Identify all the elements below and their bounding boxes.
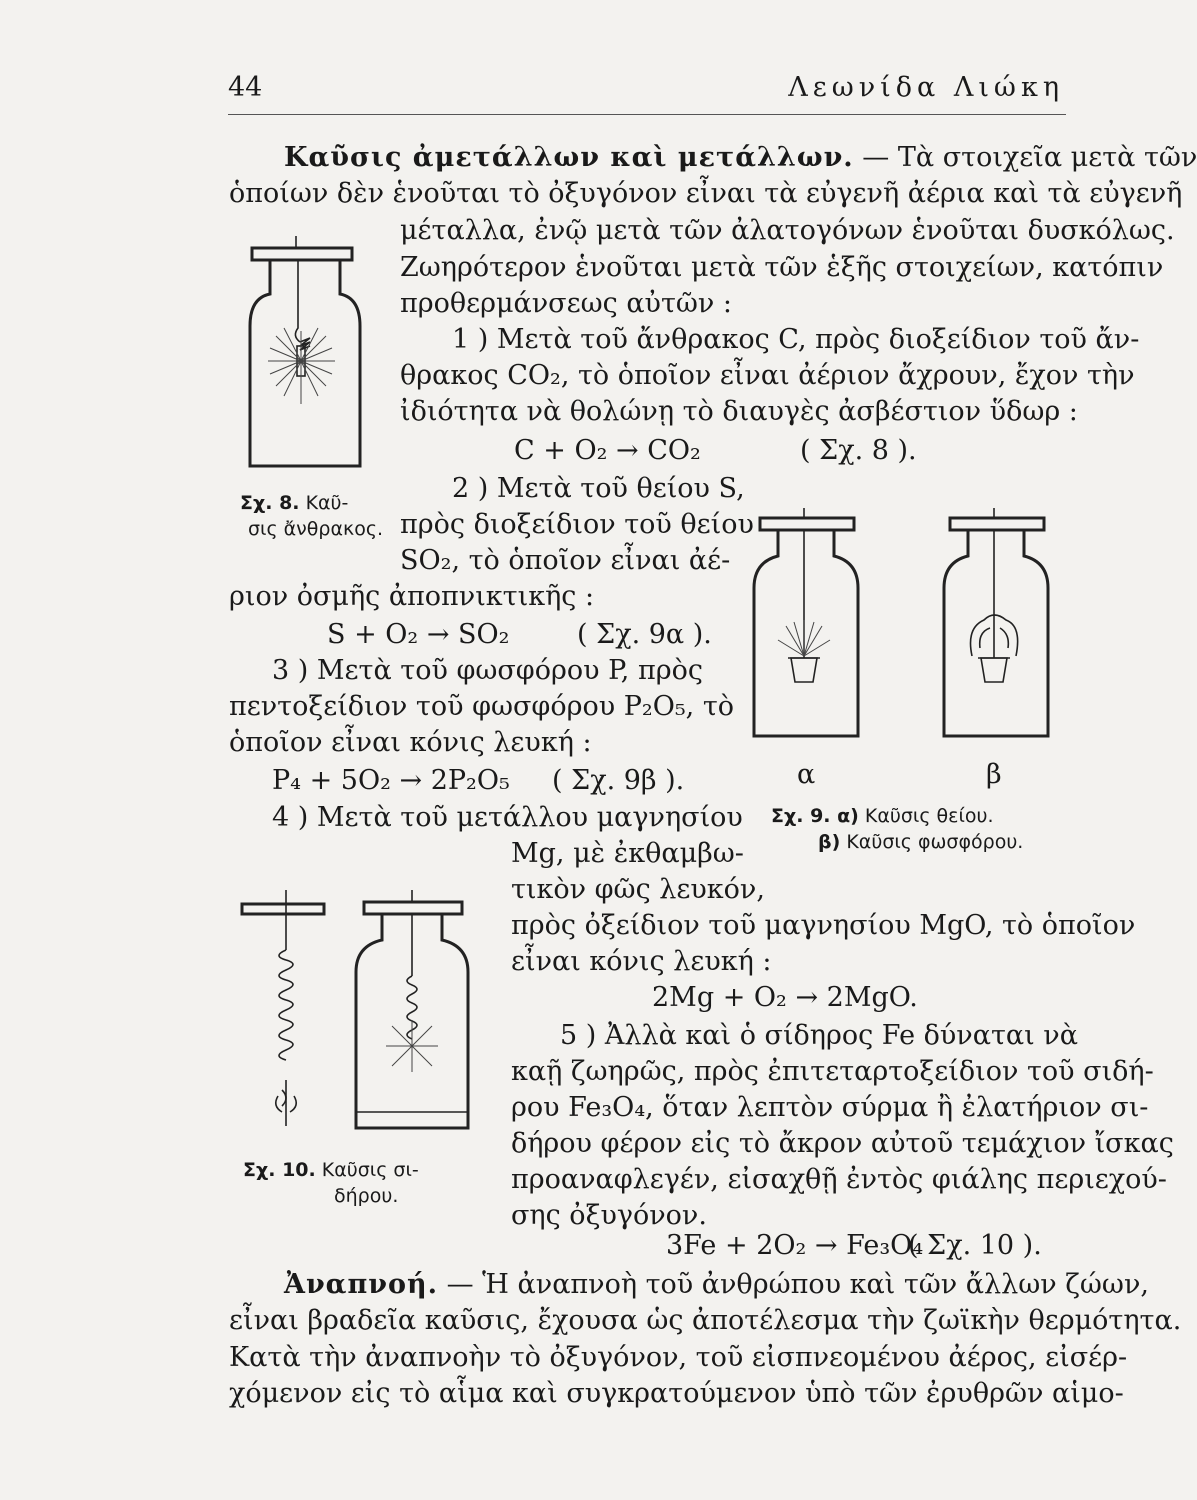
figure-8-caption-text: Καῦ-	[305, 492, 349, 514]
figure-9-bottles	[746, 508, 1046, 748]
running-header-author: Λεωνίδα Λιώκη	[788, 72, 1064, 103]
text-line: Mg, μὲ ἐκθαμβω-	[511, 838, 744, 869]
header-rule	[228, 114, 1066, 115]
text-line: σης ὀξυγόνον.	[511, 1200, 707, 1231]
equation-iron: 3Fe + 2O₂ → Fe₃O₄	[666, 1230, 924, 1261]
iron-spiral-with-cork	[242, 890, 324, 1126]
text-line: 1 ) Μετὰ τοῦ ἄνθρακος C, πρὸς διοξείδιον τοῦ ἄν-	[452, 324, 1140, 355]
figure-9a-sulfur-bottle	[754, 508, 858, 736]
figure-10-label: Σχ. 10.	[243, 1159, 316, 1181]
figure-8-caption-line2: σις ἄνθρακος.	[248, 518, 384, 540]
figure-9b-marker: β)	[818, 831, 841, 853]
equation-ref: ( Σχ. 9β ).	[552, 765, 685, 796]
equation-phosphorus: P₄ + 5O₂ → 2P₂O₅	[272, 765, 510, 796]
text-line: εἶναι κόνις λευκή :	[511, 946, 772, 977]
figure-10-caption-text: Καῦσις σι-	[321, 1159, 419, 1181]
text-line: Ζωηρότερον ἑνοῦται μετὰ τῶν ἑξῆς στοιχείων, κατόπιν	[400, 252, 1164, 283]
figure-10-caption	[243, 1157, 419, 1183]
page-number: 44	[228, 72, 263, 103]
text-line: πεντοξείδιον τοῦ φωσφόρου P₂O₅, τὸ	[229, 691, 735, 722]
equation-ref: ( Σχ. 9α ).	[577, 619, 712, 650]
text-line: τικὸν φῶς λευκόν,	[511, 874, 765, 905]
figure-8-carbon-bottle	[240, 236, 380, 474]
text-line: χόμενον εἰς τὸ αἷμα καὶ συγκρατούμενον ὑπὸ τῶν ἐρυθρῶν αἱμο-	[229, 1378, 1124, 1409]
heading-continuation: — Τὰ στοιχεῖα μετὰ τῶν	[862, 142, 1197, 173]
text-line: 5 ) Ἀλλὰ καὶ ὁ σίδηρος Fe δύναται νὰ	[560, 1020, 1078, 1051]
text-line: SO₂, τὸ ὁποῖον εἶναι ἀέ-	[400, 545, 731, 576]
figure-8-caption	[240, 490, 348, 516]
text-line: ριον ὀσμῆς ἀποπνικτικῆς :	[229, 581, 595, 612]
text-line: προθερμάνσεως αὐτῶν :	[400, 288, 733, 319]
equation-magnesium: 2Mg + O₂ → 2MgO.	[652, 982, 918, 1013]
text-line: ὁποῖον εἶναι κόνις λευκή :	[229, 727, 592, 758]
figure-9a-label: α	[797, 759, 816, 790]
text-line: 2 ) Μετὰ τοῦ θείου S,	[452, 473, 745, 504]
text-line: θρακος CO₂, τὸ ὁποῖον εἶναι ἀέριον ἄχρουν, ἔχον τὴν	[400, 360, 1135, 391]
text-line: πρὸς ὀξείδιον τοῦ μαγνησίου MgO, τὸ ὁποῖον	[511, 910, 1136, 941]
text-line: εἶναι βραδεῖα καῦσις, ἔχουσα ὡς ἀποτέλεσμα τὴν ζωϊκὴν θερμότητα.	[229, 1305, 1182, 1336]
text-line: 4 ) Μετὰ τοῦ μετάλλου μαγνησίου	[272, 802, 743, 833]
figure-10-iron-bottle	[236, 890, 476, 1146]
equation-ref: ( Σχ. 10 ).	[908, 1230, 1042, 1261]
equation-ref: ( Σχ. 8 ).	[800, 435, 917, 466]
text-line: ἰδιότητα νὰ θολώνῃ τὸ διαυγὲς ἀσβέστιον ὕδωρ :	[400, 396, 1078, 427]
text-line: Κατὰ τὴν ἀναπνοὴν τὸ ὀξυγόνον, τοῦ εἰσπνεομένου ἀέρος, εἰσέρ-	[229, 1342, 1128, 1373]
text-line: πρὸς διοξείδιον τοῦ θείου	[400, 509, 754, 540]
figure-9-label: Σχ. 9. α)	[771, 805, 859, 827]
figure-10-caption-line2: δήρου.	[334, 1185, 399, 1207]
equation-sulfur: S + O₂ → SO₂	[327, 619, 510, 650]
figure-9-caption-text2: Καῦσις φωσφόρου.	[846, 831, 1024, 853]
heading-continuation: — Ἡ ἀναπνοὴ τοῦ ἀνθρώπου καὶ τῶν ἄλλων ζώων,	[446, 1269, 1149, 1300]
text-line: ὁποίων δὲν ἑνοῦται τὸ ὀξυγόνον εἶναι τὰ εὐγενῆ ἀέρια καὶ τὰ εὐγενῆ	[229, 178, 1183, 209]
text-line: μέταλλα, ἐνῷ μετὰ τῶν ἀλατογόνων ἑνοῦται δυσκόλως.	[400, 215, 1175, 246]
figure-9-caption-text: Καῦσις θείου.	[864, 805, 994, 827]
section-heading-line	[284, 1267, 1149, 1303]
text-line: ρου Fe₃O₄, ὅταν λεπτὸν σύρμα ἢ ἐλατήριον σι-	[511, 1092, 1149, 1123]
figure-9b-phosphorus-bottle	[944, 508, 1048, 736]
section-heading-respiration: Ἀναπνοή.	[284, 1269, 438, 1300]
figure-9-caption	[771, 803, 994, 829]
figure-9b-label: β	[986, 759, 1002, 790]
section-heading-combustion: Καῦσις ἀμετάλλων καὶ μετάλλων.	[284, 142, 854, 173]
section-heading-line	[284, 140, 1197, 176]
figure-9-caption-line2	[818, 829, 1023, 855]
equation-carbon: C + O₂ → CO₂	[514, 435, 701, 466]
text-line: 3 ) Μετὰ τοῦ φωσφόρου P, πρὸς	[272, 655, 703, 686]
text-line: καῇ ζωηρῶς, πρὸς ἐπιτεταρτοξείδιον τοῦ σιδή-	[511, 1056, 1154, 1087]
text-line: προαναφλεγέν, εἰσαχθῇ ἐντὸς φιάλης περιεχού-	[511, 1164, 1167, 1195]
iron-combustion-bottle	[356, 890, 468, 1128]
figure-8-label: Σχ. 8.	[240, 492, 300, 514]
text-line: δήρου φέρον εἰς τὸ ἄκρον αὐτοῦ τεμάχιον ἴσκας	[511, 1128, 1174, 1159]
